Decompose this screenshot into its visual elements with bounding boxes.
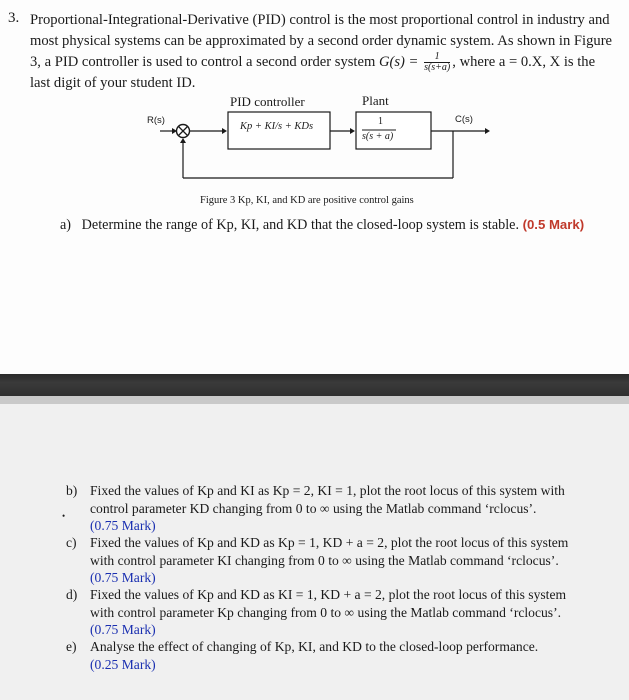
question-line-2: most physical systems can be approximated by a second order dynamic system. As shown in Figure [30,33,613,49]
dark-divider-band [0,374,629,396]
part-b-mark: (0.75 Mark) [90,518,156,533]
tf-denominator: s(s+a) [424,62,451,74]
question-number: 3. [8,10,20,26]
part-e-mark: (0.25 Mark) [90,656,156,672]
part-d-letter: d) [66,587,78,602]
plant-denominator: s(s + a) [362,131,394,142]
transfer-function-label: G(s) = [378,54,419,70]
part-a-mark: (0.5 Mark) [522,217,585,232]
question-line-3-text: 3, a PID controller is used to control a second order system [30,54,376,70]
part-d-line-1: Fixed the values of Kp and KD as KI = 1, KD + a = 2, plot the root locus of this system [90,587,567,602]
part-d-line-2: with control parameter Kp changing from 0 to ∞ using the Matlab command ‘rclocus’. [90,604,561,620]
block-diagram [0,0,629,200]
output-label: C(s) [455,114,473,125]
plant-numerator: 1 [378,116,383,127]
tf-numerator: 1 [424,52,450,63]
plant-title: Plant [362,93,389,108]
pid-transfer-expression: Kp + KI/s + KDs [240,121,314,132]
question-line-4: last digit of your student ID. [30,75,196,92]
divider-shadow [0,396,629,404]
pid-controller-title: PID controller [230,94,305,109]
part-c-line-1: Fixed the values of Kp and KD as Kp = 1, KD + a = 2, plot the root locus of this system [90,535,569,550]
question-line-3-tail: , where a = 0.X, X is the [452,54,596,70]
part-e-letter: e) [66,639,77,654]
block-diagram-lines [0,0,629,200]
part-a-text: Determine the range of Kp, KI, and KD that the closed-loop system is stable. [81,217,520,233]
question-line-1: Proportional-Integrational-Derivative (PID) control is the most proportional control in industry and [30,12,610,28]
part-b-line-1: Fixed the values of Kp and KI as Kp = 2, KI = 1, plot the root locus of this system with [90,483,565,498]
input-label: R(s) [147,115,165,126]
part-c-mark: (0.75 Mark) [90,570,156,585]
part-b-line-2: control parameter KD changing from 0 to ∞ using the Matlab command ‘rclocus’. [90,500,537,516]
part-c-letter: c) [66,535,77,550]
stray-dot: • [62,511,66,521]
part-e-line-1: Analyse the effect of changing of Kp, KI, and KD to the closed-loop performance. [90,639,539,654]
part-a-letter: a) [60,217,72,233]
part-c-line-2: with control parameter KI changing from 0 to ∞ using the Matlab command ‘rclocus’. [90,552,559,568]
figure-caption: Figure 3 Kp, KI, and KD are positive control gains [200,195,414,206]
part-d-mark: (0.75 Mark) [90,622,156,637]
part-b-letter: b) [66,483,78,498]
part-a [60,217,584,234]
